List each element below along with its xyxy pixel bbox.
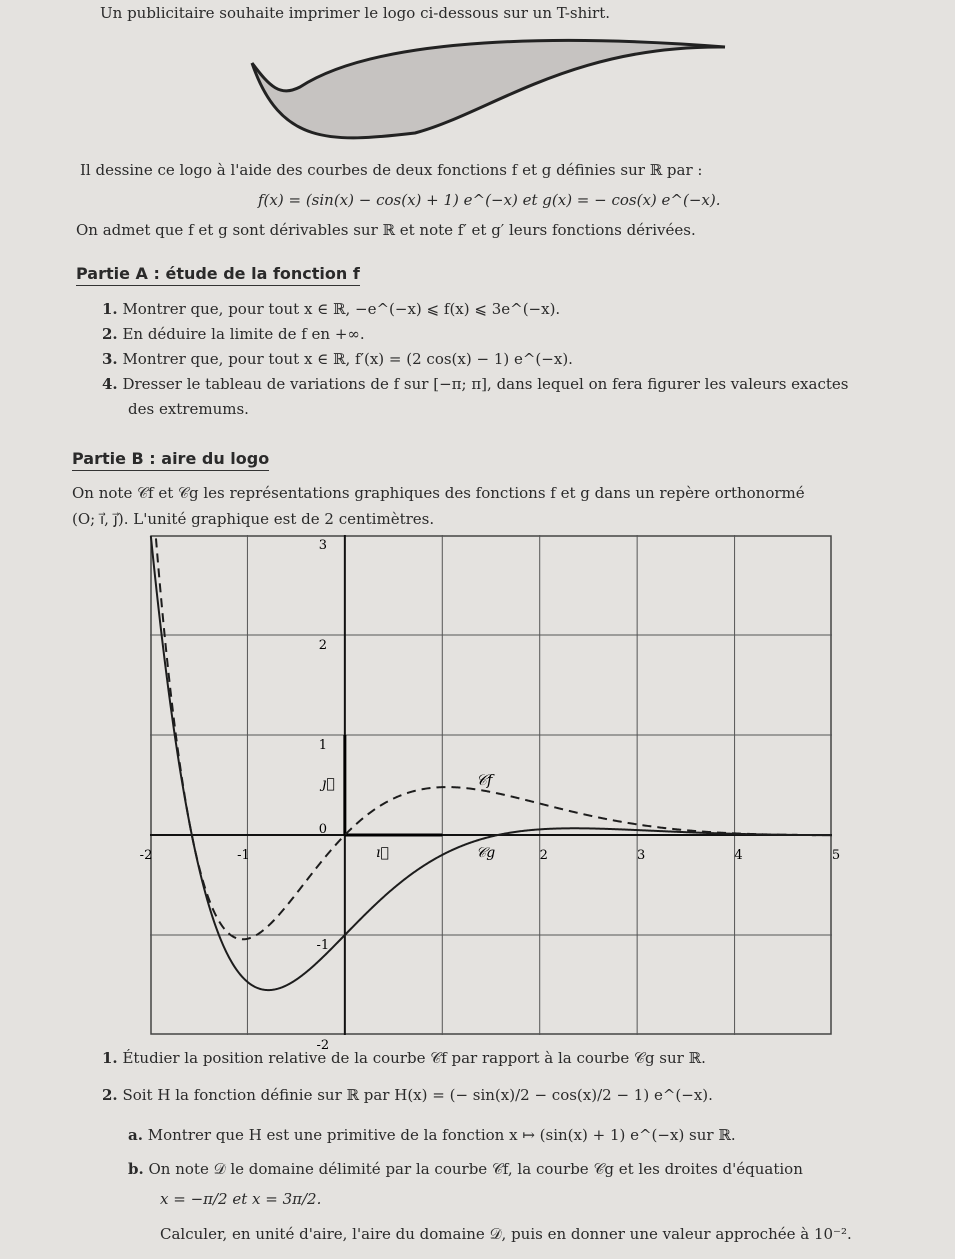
part-b-item-1: 1. Étudier la position relative de la courbe 𝒞f par rapport à la courbe 𝒞g sur ℝ. [102, 1049, 706, 1067]
curve-label-cf: 𝒞f [476, 771, 493, 789]
part-b-item-2a: a. Montrer que H est une primitive de la fonction x ↦ (sin(x) + 1) e^(−x) sur ℝ. [128, 1126, 736, 1144]
part-a-title: Partie A : étude de la fonction f [76, 264, 360, 286]
y-tick-label: -2 [316, 1038, 330, 1053]
y-tick-label: 0 [318, 822, 327, 837]
unit-vector-j-label: ȷ⃗ [322, 776, 335, 792]
y-tick-label: 2 [318, 638, 327, 653]
part-b-item-2b: b. On note 𝒟 le domaine délimité par la courbe 𝒞f, la courbe 𝒞g et les droites d'équation [128, 1160, 803, 1178]
unit-vector-i-label: ı⃗ [376, 845, 389, 861]
part-b-intro-1: On note 𝒞f et 𝒞g les représentations graphiques des fonctions f et g dans un repère orthonormé [72, 484, 805, 502]
part-b-title: Partie B : aire du logo [72, 449, 269, 471]
part-b-item-2: 2. Soit H la fonction définie sur ℝ par H(x) = (− sin(x)/2 − cos(x)/2 − 1) e^(−x). [102, 1086, 713, 1104]
intro-line-1: Un publicitaire souhaite imprimer le logo ci-dessous sur un T-shirt. [100, 4, 611, 22]
part-a-item-4: 4. Dresser le tableau de variations de f sur [−π; π], dans lequel on fera figurer les valeurs exactes [102, 375, 849, 393]
x-tick-label: 2 [539, 848, 548, 863]
part-a-item-2: 2. En déduire la limite de f en +∞. [102, 325, 365, 343]
intro-line-2: Il dessine ce logo à l'aide des courbes de deux fonctions f et g définies sur ℝ par : [80, 161, 703, 179]
logo-shape [252, 40, 725, 137]
curve-cf [156, 538, 832, 939]
curve-cg [151, 536, 832, 990]
part-a-item-1: 1. Montrer que, pour tout x ∈ ℝ, −e^(−x) ⩽ f(x) ⩽ 3e^(−x). [102, 300, 561, 318]
function-graph [139, 535, 841, 1053]
y-tick-label: 1 [318, 738, 327, 753]
x-tick-label: -1 [237, 848, 250, 863]
y-tick-label: 3 [318, 538, 327, 553]
part-b-item-2b-question: Calculer, en unité d'aire, l'aire du domaine 𝒟, puis en donner une valeur approchée à 10⁻². [160, 1225, 852, 1243]
x-tick-label: 4 [734, 848, 743, 863]
x-tick-label: 5 [831, 848, 841, 863]
curve-label-cg: 𝒞g [476, 845, 496, 861]
logo-drawing [240, 25, 740, 165]
part-a-item-3: 3. Montrer que, pour tout x ∈ ℝ, f′(x) = (2 cos(x) − 1) e^(−x). [102, 350, 573, 368]
definition-formula: f(x) = (sin(x) − cos(x) + 1) e^(−x) et g(x) = − cos(x) e^(−x). [258, 191, 721, 209]
x-tick-label: -2 [139, 848, 153, 863]
graph-curves [151, 536, 832, 990]
x-tick-label: 3 [637, 848, 646, 863]
part-a-item-4-cont: des extremums. [128, 400, 249, 418]
y-tick-label: -1 [316, 938, 330, 953]
part-b-intro-2: (O; i⃗, j⃗). L'unité graphique est de 2 centimètres. [72, 510, 435, 528]
intro-line-3: On admet que f et g sont dérivables sur ℝ et note f′ et g′ leurs fonctions dérivées. [76, 221, 696, 239]
part-b-item-2b-bounds: x = −π/2 et x = 3π/2. [160, 1190, 322, 1208]
